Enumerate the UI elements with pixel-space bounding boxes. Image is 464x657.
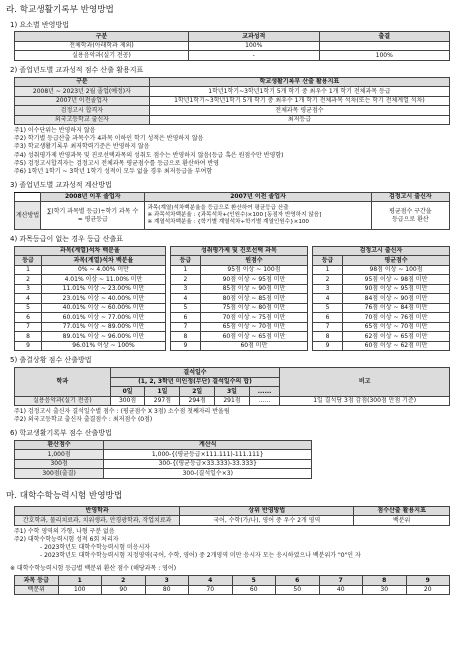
s2-row-label: 외국고등학교 출신자 bbox=[15, 115, 150, 125]
ma-header: 상위 반영방법 bbox=[180, 506, 354, 516]
s6-cell: 300-(결석일수×3) bbox=[104, 469, 312, 479]
table-row bbox=[312, 265, 449, 275]
s1-cell bbox=[319, 41, 450, 51]
t1-header: 과목(계열)석차 백분율 bbox=[42, 256, 166, 266]
s5-day-col: 1일 bbox=[145, 387, 180, 397]
s5-cell: 1일 결석당 3점 감점(300점 만점 기준) bbox=[280, 396, 450, 406]
s5-cell: 291점 bbox=[215, 396, 250, 406]
pct-cell: 80 bbox=[145, 585, 189, 595]
range-cell: 65점 이상 ~ 70점 미만 bbox=[200, 322, 307, 332]
table-row bbox=[15, 275, 166, 285]
ma-cell: 백분위 bbox=[354, 516, 450, 526]
grade-cell: 1 bbox=[15, 265, 42, 275]
t3-header: 평균점수 bbox=[343, 256, 450, 266]
score-formula-table bbox=[14, 440, 312, 479]
s5-header-note: 비고 bbox=[280, 368, 450, 397]
pct-cell: 30 bbox=[363, 585, 407, 595]
s3-formula: = 평균등급 bbox=[77, 215, 108, 223]
s1-title: 1) 요소별 반영방법 bbox=[10, 20, 69, 29]
s6-title: 6) 학교생활기록부 점수 산출방법 bbox=[10, 429, 112, 438]
s3-header: 2007년 이전 졸업자 bbox=[145, 192, 371, 202]
pct-cell: 70 bbox=[189, 585, 233, 595]
s2-cell: 전체과목 평균점수 bbox=[149, 106, 449, 116]
achievement-grade-table bbox=[170, 246, 308, 352]
s6-cell: 300점(출결) bbox=[15, 469, 104, 479]
grade-cell: 1 bbox=[170, 265, 200, 275]
range-cell: 95점 이상 ~ 100점 bbox=[200, 265, 307, 275]
range-cell: 60.01% 이상 ~ 77.00% 미만 bbox=[42, 313, 166, 323]
s6-cell: 300점 bbox=[15, 459, 104, 469]
range-cell: 23.01% 이상 ~ 40.00% 미만 bbox=[42, 294, 166, 304]
s5-header-days-sub: (1, 2, 3학년 미인정(무단) 결석일수의 합) bbox=[110, 377, 280, 387]
s1-header: 구분 bbox=[15, 32, 189, 42]
s5-cell: 실용음악과(실기 전공) bbox=[15, 396, 111, 406]
grade-cell: 9 bbox=[312, 341, 342, 351]
table-row bbox=[15, 202, 450, 230]
table-row bbox=[15, 341, 166, 351]
s2-cell: 1학년1학기~3학년1학기 5개 학기 중 최우수 1개 학기 전체과목 석차(또는 학기 전체계열 석차) bbox=[149, 96, 449, 106]
s3-row-label: 계산방법 bbox=[15, 202, 41, 230]
s5-note: 주1) 검정고시 출신자 결석일수별 점수 : (평균점수 X 3점) 소수점 첫째자리 반올림 bbox=[14, 408, 230, 416]
range-cell: 76점 이상 ~ 84점 미만 bbox=[343, 303, 450, 313]
s2-title: 2) 졸업년도별 교과성적 점수 산출 활용지표 bbox=[10, 65, 144, 74]
table-row bbox=[15, 294, 166, 304]
grade-cell: 7 bbox=[312, 322, 342, 332]
ma-note: 주2) 대학수학능력시험 성적 6회 처리자 bbox=[14, 535, 119, 543]
grade-cell: 4 bbox=[170, 294, 200, 304]
ma-cell: 간호학과, 물리치료과, 치위생과, 안경광학과, 작업치료과 bbox=[15, 516, 180, 526]
s5-day-col: ...... bbox=[249, 387, 279, 397]
pct-label: 백분위 bbox=[15, 585, 59, 595]
s5-cell: 294점 bbox=[180, 396, 215, 406]
s3-title: 3) 졸업년도별 교과성적 계산방법 bbox=[10, 180, 112, 189]
range-cell: 60점 이상 ~ 62점 미만 bbox=[343, 341, 450, 351]
s2-header: 학교생활기록부 산출 활용지표 bbox=[149, 77, 449, 87]
s3-formula: ※ 과목석차백분율 : {과목석차+(인원수)×100 [동점자 반영하지 않음] bbox=[147, 212, 322, 219]
range-cell: 70점 이상 ~ 75점 미만 bbox=[200, 313, 307, 323]
ma-note: - 2023학년도 대학수학능력시험 미응시자 bbox=[40, 543, 151, 551]
range-cell: 77.01% 이상 ~ 89.00% 미만 bbox=[42, 322, 166, 332]
table-row bbox=[170, 294, 307, 304]
grade-cell: 4 bbox=[312, 294, 342, 304]
grade-cell: 5 bbox=[170, 303, 200, 313]
table-row bbox=[170, 284, 307, 294]
range-cell: 80점 이상 ~ 85점 미만 bbox=[200, 294, 307, 304]
s5-cell: ...... bbox=[249, 396, 279, 406]
s5-cell: 300점 bbox=[110, 396, 145, 406]
ma-note: - 2023학년도 대학수학능력시험 지정영역(국어, 수학, 영어) 중 2개영역 미만 응시자 모는 응시하였으나 백분위가 "0"인 자 bbox=[40, 552, 361, 559]
s2-cell: 1학년1학기~3학년1학기 5개 학기 중 최우수 1개 학기 전체과목 등급 bbox=[149, 87, 449, 97]
grade-col: 1 bbox=[58, 576, 102, 586]
grade-cell: 4 bbox=[15, 294, 42, 304]
grade-cell: 3 bbox=[15, 284, 42, 294]
s4-title: 4) 과목등급이 없는 경우 등급 산출표 bbox=[10, 235, 123, 244]
s1-header: 교과성적 bbox=[189, 32, 320, 42]
table-row bbox=[170, 322, 307, 332]
grade-cell: 6 bbox=[15, 313, 42, 323]
table-row bbox=[312, 284, 449, 294]
range-cell: 11.01% 이상 ~ 23.00% 미만 bbox=[42, 284, 166, 294]
s2-row-label: 2008년 ~ 2023년 2월 졸업(예정)자 bbox=[15, 87, 150, 97]
table-row bbox=[170, 341, 307, 351]
table-row bbox=[312, 303, 449, 313]
pct-cell: 60 bbox=[232, 585, 276, 595]
s1-cell: - bbox=[189, 51, 320, 61]
grade-cell: 2 bbox=[15, 275, 42, 285]
pct-cell: 20 bbox=[406, 585, 450, 595]
table-row bbox=[170, 332, 307, 342]
grade-col: 4 bbox=[189, 576, 233, 586]
s3-header: 2008년 이후 졸업자 bbox=[41, 192, 145, 202]
pct-cell: 50 bbox=[276, 585, 320, 595]
table-row bbox=[15, 96, 450, 106]
table-row bbox=[15, 106, 450, 116]
grade-col: 5 bbox=[232, 576, 276, 586]
ma-cell: 국어, 수학(가/나), 영어 중 우수 2개 영역 bbox=[180, 516, 354, 526]
s5-day-col: 0일 bbox=[110, 387, 145, 397]
s3-formula: ∑(학기 과목별 등급)÷학기 과목 수 bbox=[47, 208, 139, 216]
s1-cell: 100% bbox=[319, 51, 450, 61]
section-ma-title: 마. 대학수학능력시험 반영방법 bbox=[6, 490, 123, 501]
range-cell: 85점 이상 ~ 90점 미만 bbox=[200, 284, 307, 294]
s6-cell: 1,000-{(평균등급×111.111)-111.111} bbox=[104, 450, 312, 460]
table-row bbox=[15, 313, 166, 323]
table-row bbox=[15, 469, 312, 479]
grade-col: 7 bbox=[319, 576, 363, 586]
section-ra-title: 라. 학교생활기록부 반영방법 bbox=[6, 5, 114, 15]
table-row bbox=[15, 115, 450, 125]
pct-cell: 40 bbox=[319, 585, 363, 595]
s2-note: 주4) 성취평가제 반영과목 및 진로선택과목의 성취도 점수는 반영하지 않음(등급 혹은 원점수만 반영함) bbox=[14, 151, 284, 159]
grade-cell: 2 bbox=[312, 275, 342, 285]
s2-note: 주2) 학기별 등급산출 과목수가 4과목 이하인 학기 성적은 반영하지 않음 bbox=[14, 135, 204, 143]
s5-day-col: 3일 bbox=[215, 387, 250, 397]
t3-header: 등급 bbox=[312, 256, 342, 266]
grade-cell: 9 bbox=[15, 341, 42, 351]
ma-header: 점수산출 활용지표 bbox=[354, 506, 450, 516]
grade-cell: 2 bbox=[170, 275, 200, 285]
conv-title: ※ 대학수학능력시험 등급별 백분위 환산 점수 (해당과목 : 영어) bbox=[10, 565, 177, 573]
s1-cell: 실용음악과(실기 전공) bbox=[15, 51, 189, 61]
s2-note: 주3) 학교생활기록부 최저학력기준은 반영하지 않음 bbox=[14, 143, 150, 151]
grade-cell: 7 bbox=[170, 322, 200, 332]
grade-cell: 8 bbox=[15, 332, 42, 342]
calc-method-table bbox=[14, 192, 450, 231]
ged-grade-table bbox=[312, 246, 450, 352]
table-row bbox=[15, 332, 166, 342]
s6-header: 환산점수 bbox=[15, 440, 104, 450]
table-row bbox=[15, 516, 450, 526]
grade-col: 8 bbox=[363, 576, 407, 586]
s3-formula: 등급으로 환산 bbox=[392, 215, 429, 223]
s3-corner bbox=[15, 192, 41, 202]
s6-cell: 1,000점 bbox=[15, 450, 104, 460]
range-cell: 70점 이상 ~ 76점 미만 bbox=[343, 313, 450, 323]
range-cell: 0% ~ 4.00% 미만 bbox=[42, 265, 166, 275]
range-cell: 65점 이상 ~ 70점 미만 bbox=[343, 322, 450, 332]
s2-cell: 최저등급 bbox=[149, 115, 449, 125]
t1-header: 등급 bbox=[15, 256, 42, 266]
table-row bbox=[312, 275, 449, 285]
attendance-table bbox=[14, 367, 450, 406]
range-cell: 62점 이상 ~ 65점 미만 bbox=[343, 332, 450, 342]
rank-pct-grade-table bbox=[14, 246, 166, 352]
grade-cell: 5 bbox=[312, 303, 342, 313]
table-row bbox=[15, 450, 312, 460]
ma-note: 주1) 수학 영역의 가형, 나형 구분 없음 bbox=[14, 527, 115, 535]
s3-formula: 평균점수 구간을 bbox=[389, 208, 432, 216]
grade-cell: 6 bbox=[170, 313, 200, 323]
s5-header-dept: 학과 bbox=[15, 368, 111, 397]
s6-header: 계산식 bbox=[104, 440, 312, 450]
range-cell: 96.01% 이상 ~ 100% bbox=[42, 341, 166, 351]
t2-header: 등급 bbox=[170, 256, 200, 266]
s2-header: 구분 bbox=[15, 77, 150, 87]
range-cell: 4.01% 이상 ~ 11.00% 미만 bbox=[42, 275, 166, 285]
table-row bbox=[15, 87, 450, 97]
s2-note: 주5) 검정고시합격자는 검정고시 전체과목 평균점수를 등급으로 환산하여 반영 bbox=[14, 159, 219, 167]
english-conversion-table bbox=[14, 575, 450, 595]
table-row bbox=[15, 322, 166, 332]
grade-cell: 8 bbox=[312, 332, 342, 342]
grad-year-index-table bbox=[14, 77, 450, 126]
grade-col: 3 bbox=[145, 576, 189, 586]
range-cell: 90점 이상 ~ 95점 미만 bbox=[343, 284, 450, 294]
s5-cell: 297점 bbox=[145, 396, 180, 406]
grade-col: 6 bbox=[276, 576, 320, 586]
range-cell: 89.01% 이상 ~ 96.00% 미만 bbox=[42, 332, 166, 342]
grade-col: 2 bbox=[102, 576, 146, 586]
s1-cell: 전체학과(아래학과 제외) bbox=[15, 41, 189, 51]
t2-title: 성취평가제 및 진로선택 과목 bbox=[170, 246, 307, 256]
s2-note: 주6) 1학년 1학기 ~ 3학년 1학기 성적이 모두 없을 경우 최저등급을 부여함 bbox=[14, 167, 213, 175]
s6-cell: 300-{(평균등급×33.333)-33.333} bbox=[104, 459, 312, 469]
table-row bbox=[170, 265, 307, 275]
range-cell: 75점 이상 ~ 80점 미만 bbox=[200, 303, 307, 313]
s5-title: 5) 출결상황 점수 산출방법 bbox=[10, 356, 92, 365]
pct-cell: 100 bbox=[58, 585, 102, 595]
table-row bbox=[170, 303, 307, 313]
range-cell: 84점 이상 ~ 90점 미만 bbox=[343, 294, 450, 304]
grade-cell: 8 bbox=[170, 332, 200, 342]
table-row bbox=[312, 294, 449, 304]
s2-note: 주1) 이수단위는 반영하지 않음 bbox=[14, 127, 96, 135]
table-row bbox=[15, 51, 450, 61]
pct-cell: 90 bbox=[102, 585, 146, 595]
s2-row-label: 2007년 이전졸업자 bbox=[15, 96, 150, 106]
range-cell: 95점 이상 ~ 98점 미만 bbox=[343, 275, 450, 285]
element-ratio-table bbox=[14, 31, 450, 61]
s5-day-col: 2일 bbox=[180, 387, 215, 397]
csat-table bbox=[14, 506, 450, 526]
range-cell: 60점 미만 bbox=[200, 341, 307, 351]
range-cell: 40.01% 이상 ~ 60.00% 미만 bbox=[42, 303, 166, 313]
table-row bbox=[170, 313, 307, 323]
grade-label: 과목 등급 bbox=[15, 576, 59, 586]
table-row bbox=[170, 275, 307, 285]
grade-cell: 5 bbox=[15, 303, 42, 313]
s3-header: 검정고시 출신자 bbox=[371, 192, 449, 202]
table-row bbox=[312, 341, 449, 351]
grade-tables bbox=[14, 246, 450, 352]
s5-header-days: 결석일수 bbox=[110, 368, 280, 378]
table-row bbox=[15, 265, 166, 275]
table-row bbox=[15, 396, 450, 406]
grade-col: 9 bbox=[406, 576, 450, 586]
range-cell: 90점 이상 ~ 95점 미만 bbox=[200, 275, 307, 285]
t2-header: 원점수 bbox=[200, 256, 307, 266]
s3-formula: ※ 계열석차백분율 : {학기별 계열석차÷학기별 계열인원수}×100 bbox=[147, 219, 309, 226]
grade-cell: 3 bbox=[312, 284, 342, 294]
s1-cell: 100% bbox=[189, 41, 320, 51]
grade-cell: 9 bbox=[170, 341, 200, 351]
s3-formula: 과목(계열)석차백분율을 등급으로 환산하여 평균등급 산출 bbox=[147, 205, 289, 212]
ma-header: 반영학과 bbox=[15, 506, 180, 516]
table-row bbox=[312, 332, 449, 342]
grade-cell: 7 bbox=[15, 322, 42, 332]
table-row bbox=[15, 303, 166, 313]
grade-cell: 3 bbox=[170, 284, 200, 294]
range-cell: 60점 이상 ~ 65점 미만 bbox=[200, 332, 307, 342]
t3-title: 검정고시 출신자 bbox=[312, 246, 449, 256]
t1-title: 과목(계열)석차 백분율 bbox=[15, 246, 166, 256]
table-row bbox=[15, 41, 450, 51]
grade-cell: 1 bbox=[312, 265, 342, 275]
s5-note: 주2) 외국고등학교 출신자 출결점수 : 최저점수 (0점) bbox=[14, 416, 153, 424]
range-cell: 98점 이상 ~ 100점 bbox=[343, 265, 450, 275]
table-row bbox=[15, 459, 312, 469]
table-row bbox=[312, 322, 449, 332]
table-row bbox=[312, 313, 449, 323]
s1-header: 출결 bbox=[319, 32, 450, 42]
s2-row-label: 검정고시 합격자 bbox=[15, 106, 150, 116]
grade-cell: 6 bbox=[312, 313, 342, 323]
table-row bbox=[15, 284, 166, 294]
